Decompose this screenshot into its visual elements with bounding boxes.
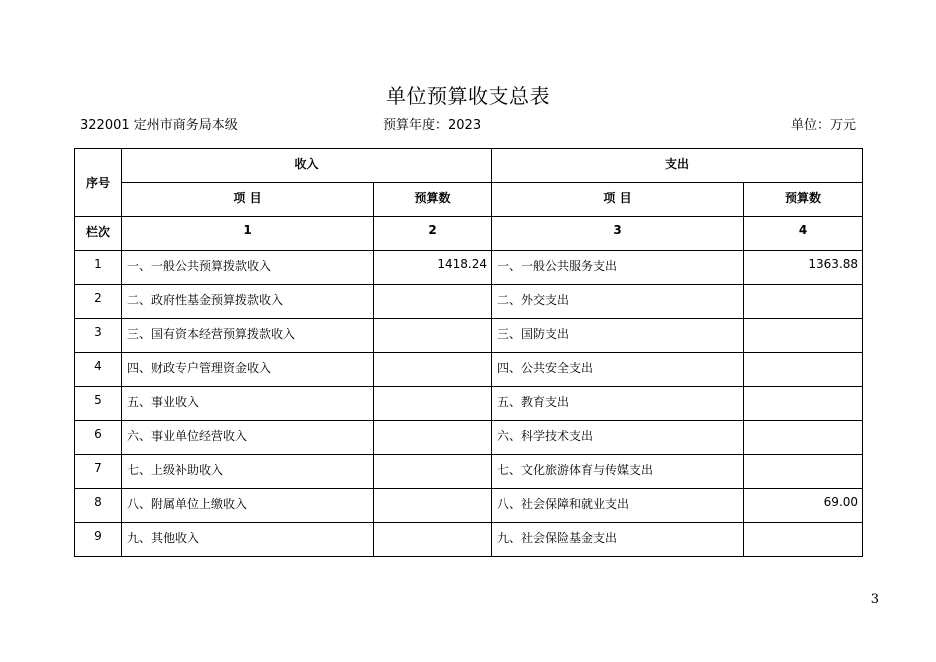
expense-amount: 69.00 [744,489,863,523]
income-amount: 1418.24 [374,251,492,285]
lanci-col-4: 4 [744,217,863,251]
row-number: 3 [75,319,122,353]
income-item: 五、事业收入 [122,387,374,421]
row-number: 1 [75,251,122,285]
expense-item: 一、一般公共服务支出 [492,251,744,285]
header-seq: 序号 [75,149,122,217]
income-item: 三、国有资本经营预算拨款收入 [122,319,374,353]
income-amount [374,489,492,523]
row-number: 4 [75,353,122,387]
table-row [75,387,863,421]
unit-code-label: 322001 定州市商务局本级 [80,118,238,133]
budget-year-label: 预算年度：2023 [383,118,482,133]
row-number: 2 [75,285,122,319]
header-expense-item: 项 目 [492,183,744,217]
expense-amount [744,387,863,421]
table-header-row-1 [75,149,863,183]
income-item: 六、事业单位经营收入 [122,421,374,455]
lanci-label: 栏次 [75,217,122,251]
header-income-budget: 预算数 [374,183,492,217]
row-number: 6 [75,421,122,455]
income-amount [374,319,492,353]
table-row [75,421,863,455]
table-row [75,353,863,387]
income-amount [374,455,492,489]
expense-item: 三、国防支出 [492,319,744,353]
income-amount [374,285,492,319]
expense-amount [744,455,863,489]
currency-unit-label: 单位：万元 [790,118,856,133]
lanci-col-2: 2 [374,217,492,251]
income-item: 二、政府性基金预算拨款收入 [122,285,374,319]
income-amount [374,387,492,421]
lanci-col-3: 3 [492,217,744,251]
expense-amount [744,523,863,557]
table-header-row-2 [75,183,863,217]
expense-amount [744,353,863,387]
expense-item: 四、公共安全支出 [492,353,744,387]
header-income: 收入 [122,149,492,183]
income-item: 一、一般公共预算拨款收入 [122,251,374,285]
expense-amount [744,421,863,455]
income-item: 四、财政专户管理资金收入 [122,353,374,387]
header-income-item: 项 目 [122,183,374,217]
income-amount [374,523,492,557]
lanci-col-1: 1 [122,217,374,251]
expense-amount [744,319,863,353]
expense-item: 二、外交支出 [492,285,744,319]
row-number: 7 [75,455,122,489]
row-number: 8 [75,489,122,523]
income-item: 九、其他收入 [122,523,374,557]
row-number: 5 [75,387,122,421]
expense-item: 九、社会保险基金支出 [492,523,744,557]
page-number: 3 [870,592,879,607]
page-title: 单位预算收支总表 [386,84,550,108]
table-row [75,251,863,285]
table-lanci-row [75,217,863,251]
income-item: 八、附属单位上缴收入 [122,489,374,523]
table-row [75,489,863,523]
expense-amount [744,285,863,319]
income-amount [374,353,492,387]
income-amount [374,421,492,455]
expense-item: 五、教育支出 [492,387,744,421]
table-row [75,455,863,489]
table-row [75,285,863,319]
budget-summary-table [74,148,863,557]
header-expense: 支出 [492,149,863,183]
income-item: 七、上级补助收入 [122,455,374,489]
expense-amount: 1363.88 [744,251,863,285]
table-row [75,523,863,557]
expense-item: 八、社会保障和就业支出 [492,489,744,523]
expense-item: 七、文化旅游体育与传媒支出 [492,455,744,489]
header-expense-budget: 预算数 [744,183,863,217]
expense-item: 六、科学技术支出 [492,421,744,455]
row-number: 9 [75,523,122,557]
table-row [75,319,863,353]
